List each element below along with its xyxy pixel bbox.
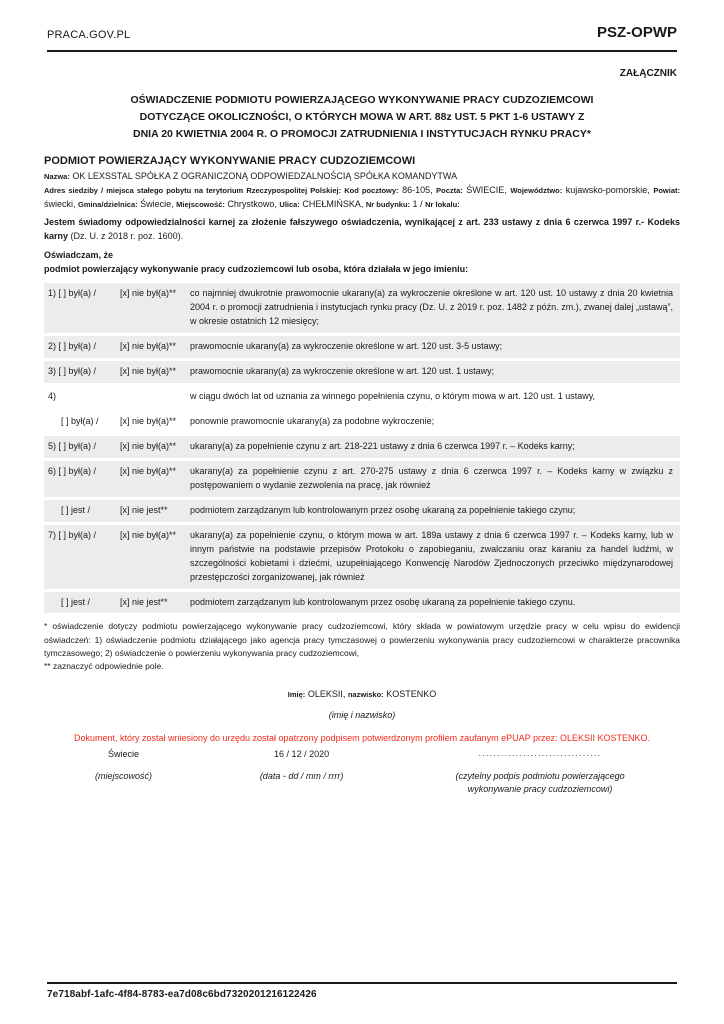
- row-5-option-was-not-checked: [x] nie był(a)**: [120, 441, 177, 451]
- row-4-statement-text: w ciągu dwóch lat od uznania za winnego popełnienia czynu, o którym mowa w art. 120 ust. 1 ustawy,: [190, 391, 596, 402]
- entity-section: [44, 155, 680, 276]
- declaration-row-4-head: [44, 386, 680, 408]
- footnote-asterisk: * oświadczenie dotyczy podmiotu powierzającego wykonywanie pracy cudzoziemcowi, który składa w powiatowym urzędzie pracy w celu wpisu do ewidencji oświadczeń: 1) oświadczenie podmiotu działającego jako agencja pracy tymczasowej o powierzeniu wykonywania pracy cudzoziemcowi w charakterze pracownika tymczasowego; 2) oświadczenie o powierzeniu wykonywania pracy cudzoziemcowi,: [44, 621, 680, 658]
- declaration-intro-1: Oświadczam, że: [44, 250, 114, 261]
- row-6-option-is-not-checked: [x] nie jest**: [120, 504, 168, 515]
- declaration-row-6: [44, 461, 680, 497]
- signature-caption: [400, 770, 680, 796]
- declaration-row-5: [44, 436, 680, 458]
- epuap-signature-statement: Dokument, który został wniesiony do urzędu został opatrzony podpisem potwierdzonym profilem zaufanym ePUAP przez: OLEKSII KOSTENKO.: [73, 733, 651, 744]
- entity-address-line: Adres siedziby / miejsca stałego pobytu na terytorium Rzeczypospolitej Polskiej: Kod pocztowy: 86-105, Poczta: ŚWIECIE, Województwo: kujawsko-pomorskie, Powiat: świecki, Gmina/dzielnica: Świecie, Miejscowość: Chrystkowo, Ulica: CHEŁMIŃSKA, Nr budynku: 1 / Nr lokalu:: [44, 185, 680, 209]
- declaration-row-4-sub: [44, 411, 680, 433]
- row-6-option-is: [ ] jest /: [61, 504, 91, 515]
- declaration-row-1: [44, 283, 680, 333]
- signature-caption-line-1: (czytelny podpis podmiotu powierzającego: [455, 771, 625, 782]
- row-4-empty-cell: [120, 390, 190, 404]
- document-title: [0, 92, 724, 142]
- document-footer-code: 7e718abf-1afc-4f84-8783-ea7d08c6bd7320201216122426: [47, 982, 677, 1000]
- signature-block: [44, 749, 680, 796]
- row-6-statement-text: ukarany(a) za popełnienie czynu z art. 270-275 ustawy z dnia 6 czerwca 1997 r. – Kodeks karny w związku z postępowaniem o wydanie zezwolenia na pracę, jak również: [190, 465, 673, 490]
- signature-caption-line-2: wykonywanie pracy cudzoziemcowi): [467, 784, 613, 795]
- title-line-2: DOTYCZĄCE OKOLICZNOŚCI, O KTÓRYCH MOWA W ART. 88z UST. 5 PKT 1-6 USTAWY Z: [139, 110, 585, 123]
- row-4-option-was-not-checked: [x] nie był(a)**: [120, 416, 177, 427]
- form-code: PSZ-OPWP: [596, 24, 677, 41]
- row-4-option-was: [ ] był(a) /: [61, 416, 99, 427]
- declaration-row-7: [44, 525, 680, 589]
- row-7-statement-text: ukarany(a) za popełnienie czynu, o którym mowa w art. 189a ustawy z dnia 6 czerwca 1997 r. – Kodeks karny, lub w innym państwie na podstawie przepisów Protokołu o zapobieganiu, zwalczaniu oraz karaniu za handel ludźmi, w szczególności kobietami i dziećmi, uzupełniającego Konwencję Narodów Zjednoczonych przeciwko międzynarodowej przestępczości zorganizowanej, jak również: [190, 529, 673, 582]
- declaration-row-2: [44, 336, 680, 358]
- signatory-name-caption: (imię i nazwisko): [328, 710, 396, 721]
- criminal-liability-statement: Jestem świadomy odpowiedzialności karnej za złożenie fałszywego oświadczenia, wynikającej z art. 233 ustawy z dnia 6 czerwca 1997 r.- Kodeks karny (Dz. U. z 2018 r. poz. 1600).: [44, 217, 680, 241]
- title-line-3: DNIA 20 KWIETNIA 2004 R. O PROMOCJI ZATRUDNIENIA I INSTYTUCJACH RYNKU PRACY*: [133, 127, 591, 140]
- row-6-option-was-not-checked: [x] nie był(a)**: [120, 465, 177, 476]
- row-2-option-was: 2) [ ] był(a) /: [48, 341, 97, 352]
- footnote-double-asterisk: ** zaznaczyć odpowiednie pole.: [44, 660, 164, 671]
- declaration-row-6-sub: [44, 500, 680, 522]
- row-3-statement-text: prawomocnie ukarany(a) za wykroczenie określone w art. 120 ust. 1 ustawy;: [190, 366, 495, 377]
- entity-heading: PODMIOT POWIERZAJĄCY WYKONYWANIE PRACY CUDZOZIEMCOWI: [44, 155, 416, 168]
- site-name: PRACA.GOV.PL: [47, 29, 131, 41]
- place-caption: (miejscowość): [94, 771, 152, 782]
- date-caption: (data - dd / mm / rrrr): [259, 771, 344, 782]
- attachment-label: ZAŁĄCZNIK: [619, 68, 677, 79]
- row-7-option-was-not-checked: [x] nie był(a)**: [120, 529, 177, 540]
- row-7-option-is-not-checked: [x] nie jest**: [120, 596, 168, 607]
- row-5-statement-text: ukarany(a) za popełnienie czynu z art. 218-221 ustawy z dnia 6 czerwca 1997 r. – Kodeks karny;: [190, 441, 575, 451]
- row-1-statement-text: co najmniej dwukrotnie prawomocnie ukarany(a) za wykroczenie określone w art. 120 ust. 10 ustawy z dnia 20 kwietnia 2004 r. o promocji zatrudnienia i instytucjach rynku pracy (Dz. U. z 2019 r. poz. 1482 z późn. zm.), zwanej dalej „ustawą”, w okresie ostatnich 12 miesięcy;: [190, 288, 673, 327]
- signature-dotted-line: .................................: [478, 749, 602, 759]
- row-3-option-was: 3) [ ] był(a) /: [48, 366, 97, 377]
- declaration-rows: [44, 283, 680, 613]
- row-3-option-was-not-checked: [x] nie był(a)**: [120, 366, 177, 377]
- row-2-statement-text: prawomocnie ukarany(a) za wykroczenie określone w art. 120 ust. 3-5 ustawy;: [190, 341, 503, 352]
- signatory-name-line: Imię: OLEKSII, nazwisko: KOSTENKO: [287, 689, 437, 700]
- row-1-option-was: 1) [ ] był(a) /: [48, 288, 97, 299]
- signature-place-column: [44, 749, 203, 796]
- signature-date-column: [203, 749, 400, 796]
- row-2-option-was-not-checked: [x] nie był(a)**: [120, 341, 177, 352]
- entity-name-line: Nazwa: OK LEXSSTAL SPÓŁKA Z OGRANICZONĄ ODPOWIEDZALNOŚCIĄ SPÓŁKA KOMANDYTWA: [44, 171, 458, 182]
- row-7-option-was: 7) [ ] był(a) /: [48, 529, 97, 540]
- row-4-sub-statement-text: ponownie prawomocnie ukarany(a) za podobne wykroczenie;: [190, 416, 435, 427]
- row-5-option-was: 5) [ ] był(a) /: [48, 441, 97, 451]
- date-value: 16 / 12 / 2020: [274, 749, 330, 760]
- declaration-row-7-sub: [44, 592, 680, 614]
- row-6-option-was: 6) [ ] był(a) /: [48, 465, 97, 476]
- document-header: [47, 24, 677, 52]
- title-line-1: OŚWIADCZENIE PODMIOTU POWIERZAJĄCEGO WYKONYWANIE PRACY CUDZOZIEMCOWI: [130, 94, 594, 106]
- declaration-row-3: [44, 361, 680, 383]
- row-7-option-is: [ ] jest /: [61, 596, 91, 607]
- row-6-sub-statement-text: podmiotem zarządzanym lub kontrolowanym przez osobę ukaraną za popełnienie takiego czynu;: [190, 504, 576, 515]
- place-value: Świecie: [107, 749, 139, 760]
- signature-sign-column: [400, 749, 680, 796]
- declaration-intro-2: podmiot powierzający wykonywanie pracy cudzoziemcowi lub osoba, która działała w jego imieniu:: [44, 263, 469, 274]
- row-4-number: 4): [48, 391, 57, 402]
- footnotes: [44, 620, 680, 673]
- row-7-sub-statement-text: podmiotem zarządzanym lub kontrolowanym przez osobę ukaraną za popełnienie takiego czynu.: [190, 596, 576, 607]
- row-1-option-was-not-checked: [x] nie był(a)**: [120, 288, 177, 299]
